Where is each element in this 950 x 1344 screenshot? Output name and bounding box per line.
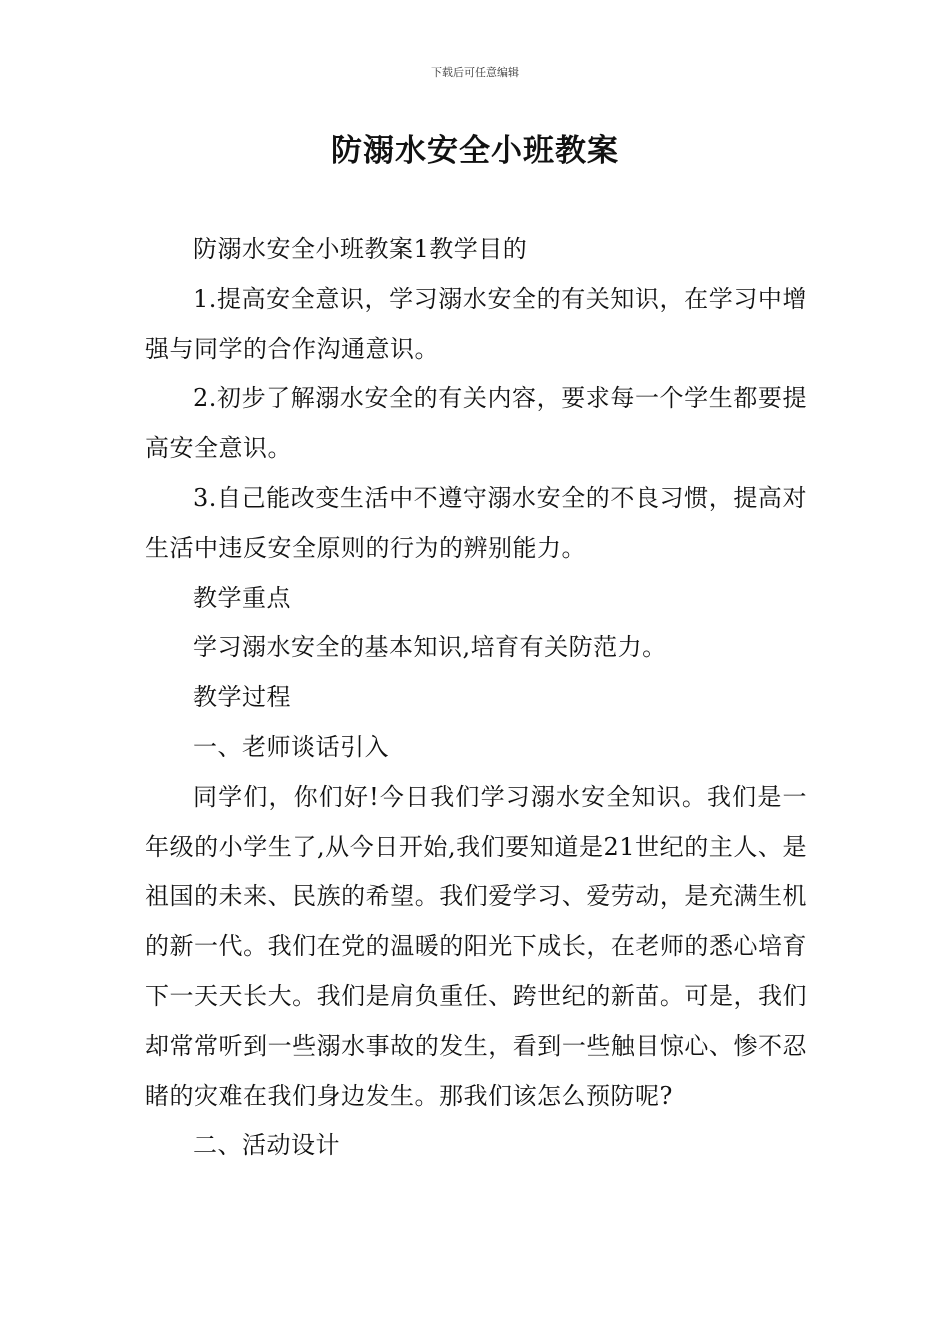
paragraph-lesson-objectives-heading: 防溺水安全小班教案1教学目的 — [193, 235, 528, 263]
paragraph-teacher-introduction: 同学们，你们好!今日我们学习溺水安全知识。我们是一年级的小学生了,从今日开始,我们要知道是21世纪的主人、是祖国的未来、民族的希望。我们爱学习、爱劳动，是充满生机的新一代。我们在党的温暖的阳光下成长，在老师的悉心培育下一天天长大。我们是肩负重任、跨世纪的新苗。可是，我们却常常听到一些溺水事故的发生，看到一些触目惊心、惨不忍睹的灾难在我们身边发生。那我们该怎么预防呢? — [145, 782, 807, 1110]
paragraph-process-heading: 教学过程 — [193, 683, 291, 712]
paragraph-key-points: 学习溺水安全的基本知识,培育有关防范力。 — [193, 633, 667, 662]
header-note: 下载后可任意编辑 — [431, 66, 519, 79]
paragraph-objective-2: 2.初步了解溺水安全的有关内容，要求每一个学生都要提高安全意识。 — [145, 384, 807, 463]
paragraph-objective-1: 1.提高安全意识，学习溺水安全的有关知识，在学习中增强与同学的合作沟通意识。 — [145, 284, 807, 363]
paragraph-objective-3: 3.自己能改变生活中不遵守溺水安全的不良习惯，提高对生活中违反安全原则的行为的辨别能力。 — [145, 483, 807, 562]
paragraph-section-2-heading: 二、活动设计 — [193, 1131, 340, 1160]
paragraph-section-1-heading: 一、老师谈话引入 — [193, 732, 389, 761]
document-body — [145, 225, 807, 1171]
document-title: 防溺水安全小班教案 — [331, 133, 619, 169]
paragraph-key-points-heading: 教学重点 — [193, 583, 291, 612]
